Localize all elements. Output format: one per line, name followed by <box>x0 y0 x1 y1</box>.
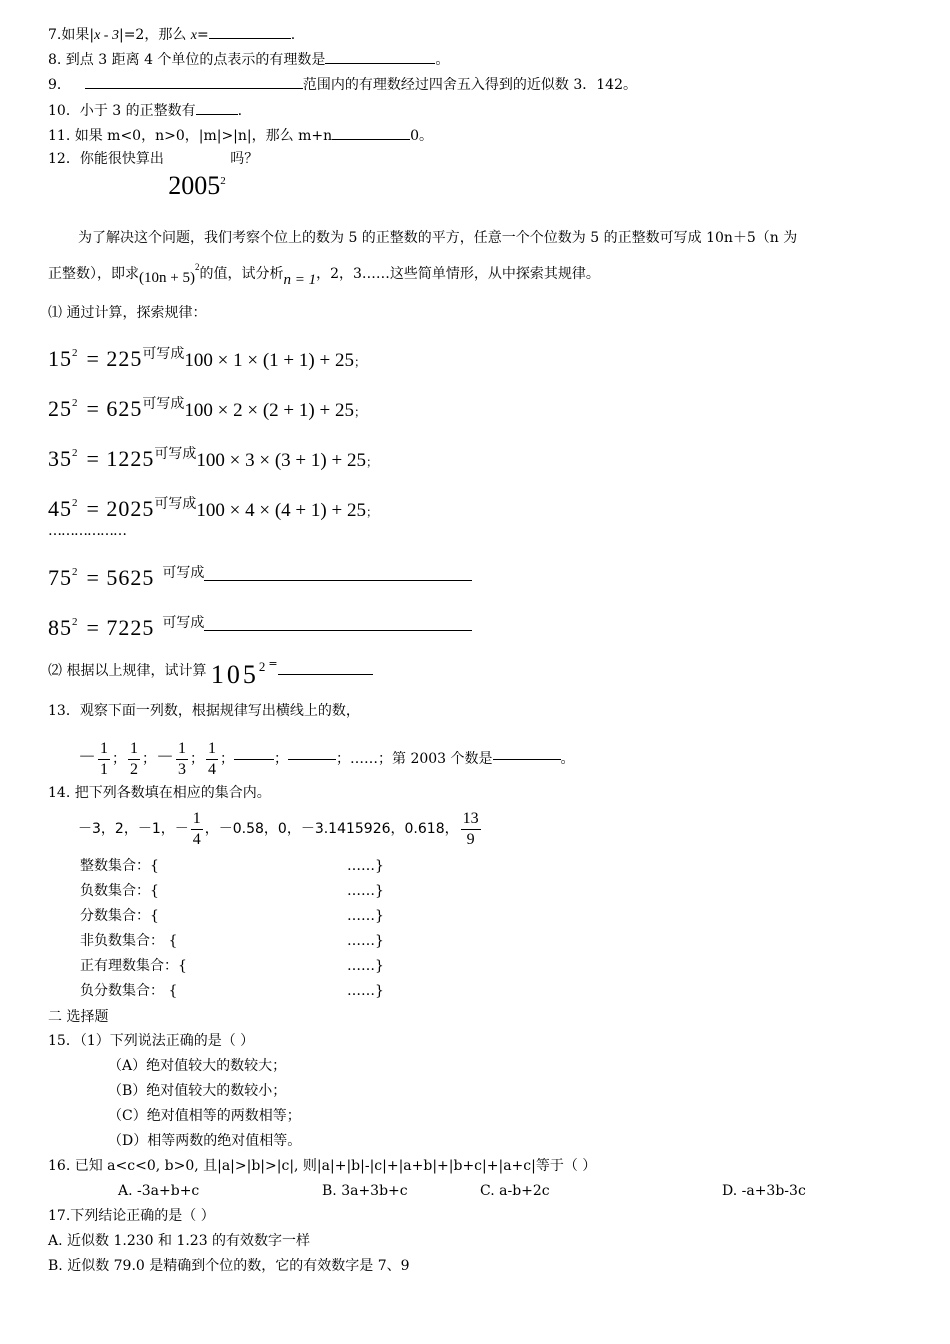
question-16: 16. 已知 a<c<0, b>0, 且|a|>|b|>|c|, 则|a|+|b|-|c|+|a+b|+|b+c|+|a+c|等于（ ） <box>48 1158 597 1174</box>
set-label: 非负数集合： { <box>80 933 178 949</box>
q13-sequence: － $\frac{1}{1}$ ； $\frac{1}{2}$ ；－ $\frac{1}{3}$ ； $\frac{1}{4}$ ； ； ；……；第 2003 个数是 。 <box>78 739 575 778</box>
square-equation: $45^2 = 2025$ <box>48 496 155 521</box>
set-end: ……} <box>347 983 384 999</box>
expansion-expression: 100 × 2 × (2 + 1) + 25 <box>184 400 354 421</box>
q14-numbers: －3，2，－1，－ $\frac{1}{4}$ ，－0.58，0，－3.1415926，0.618， $\frac{13}{9}$ <box>78 809 479 848</box>
q12-part2: ⑵ 根据以上规律，试计算 $105^{2=}$ <box>48 650 373 690</box>
option[interactable]: （A）绝对值较大的数较大； <box>108 1058 287 1074</box>
question-9: 9． 范围内的有理数经过四舍五入得到的近似数 3．142。 <box>48 74 637 94</box>
fraction: $\frac{1}{2}$ <box>130 739 138 778</box>
question-11: 11. 如果 m<0，n>0，|m|>|n|，那么 m+n 0。 <box>48 125 433 145</box>
q12-row-blank: $75^2 = 5625$ 可写成 <box>48 552 472 592</box>
fraction: $\frac{13}{9}$ <box>462 809 479 848</box>
fraction: $\frac{1}{3}$ <box>178 739 186 778</box>
fraction: $\frac{1}{4}$ <box>192 809 201 848</box>
answer-blank[interactable] <box>278 658 373 675</box>
square-equation: $85^2 = 7225$ <box>48 615 155 640</box>
set-label: 负数集合：{ <box>80 883 159 899</box>
q12-row: $35^2 = 1225$可写成100 × 3 × (3 + 1) + 25； <box>48 446 378 471</box>
square-equation: $25^2 = 625$ <box>48 396 143 421</box>
section-2-title: 二 选择题 <box>48 1009 109 1025</box>
option[interactable]: （D）相等两数的绝对值相等。 <box>108 1133 302 1149</box>
answer-blank[interactable] <box>234 758 274 760</box>
answer-blank[interactable] <box>288 758 336 760</box>
set-label: 整数集合：{ <box>80 858 159 874</box>
q12-row: $45^2 = 2025$可写成100 × 4 × (4 + 1) + 25； <box>48 496 378 521</box>
answer-blank[interactable] <box>325 49 435 64</box>
option[interactable]: D. -a+3b-3c <box>722 1183 806 1199</box>
set-end: ……} <box>347 858 384 874</box>
option[interactable]: B. 近似数 79.0 是精确到个位的数，它的有效数字是 7、9 <box>48 1258 410 1274</box>
fraction: $\frac{1}{4}$ <box>208 739 216 778</box>
q12-part1-title: ⑴ 通过计算，探索规律： <box>48 305 207 321</box>
expansion-expression: 100 × 4 × (4 + 1) + 25 <box>196 500 366 521</box>
q12-intro-line2: 正整数），即求$(10n + 5)^2$的值，试分析n = 1，2，3……这些简单情形，从中探索其规律。 <box>48 262 600 288</box>
answer-blank[interactable] <box>332 125 410 140</box>
set-end: ……} <box>347 933 384 949</box>
set-end: ……} <box>347 908 384 924</box>
question-8: 8. 到点 3 距离 4 个单位的点表示的有理数是 。 <box>48 49 449 69</box>
answer-blank[interactable] <box>209 24 291 39</box>
fraction: $\frac{1}{1}$ <box>100 739 108 778</box>
option[interactable]: （B）绝对值较大的数较小； <box>108 1083 287 1099</box>
question-17: 17.下列结论正确的是（ ） <box>48 1208 215 1224</box>
set-label: 正有理数集合：{ <box>80 958 187 974</box>
question-14: 14. 把下列各数填在相应的集合内。 <box>48 785 271 801</box>
option[interactable]: B. 3a+3b+c <box>322 1183 408 1199</box>
answer-blank[interactable] <box>204 579 472 581</box>
square-equation: $15^2 = 225$ <box>48 346 143 371</box>
expansion-expression: 100 × 1 × (1 + 1) + 25 <box>184 350 354 371</box>
set-label: 负分数集合： { <box>80 983 178 999</box>
math-105-squared: $105^2$ <box>210 659 269 689</box>
question-7: 7.如果|x - 3|=2，那么 x= . <box>48 24 295 45</box>
set-end: ……} <box>347 883 384 899</box>
set-end: ……} <box>347 958 384 974</box>
square-equation: $35^2 = 1225$ <box>48 446 155 471</box>
question-10: 10．小于 3 的正整数有 . <box>48 100 242 120</box>
option[interactable]: （C）绝对值相等的两数相等； <box>108 1108 301 1124</box>
q12-row-blank: $85^2 = 7225$ 可写成 <box>48 602 472 642</box>
question-15: 15．（1）下列说法正确的是（ ） <box>48 1033 255 1049</box>
question-12: 12．你能很快算出 2005$^2$ 吗？ <box>48 151 259 200</box>
option[interactable]: A. 近似数 1.230 和 1.23 的有效数字一样 <box>48 1233 311 1249</box>
question-13: 13．观察下面一列数，根据规律写出横线上的数， <box>48 703 360 719</box>
answer-blank[interactable] <box>493 758 561 760</box>
ellipsis: ……………… <box>48 523 126 539</box>
answer-blank[interactable] <box>196 100 238 115</box>
answer-blank[interactable] <box>204 629 472 631</box>
square-equation: $75^2 = 5625$ <box>48 565 155 590</box>
q12-row: $15^2 = 225$可写成100 × 1 × (1 + 1) + 25； <box>48 346 366 371</box>
q12-intro-line1: 为了解决这个问题，我们考察个位上的数为 5 的正整数的平方，任意一个个位数为 5 的正整数可写成 10n＋5（n 为 <box>78 230 798 246</box>
q12-row: $25^2 = 625$可写成100 × 2 × (2 + 1) + 25； <box>48 396 366 421</box>
expansion-expression: 100 × 3 × (3 + 1) + 25 <box>196 450 366 471</box>
option[interactable]: A. -3a+b+c <box>118 1183 200 1199</box>
answer-blank[interactable] <box>85 74 303 89</box>
set-label: 分数集合：{ <box>80 908 159 924</box>
option[interactable]: C. a-b+2c <box>480 1183 550 1199</box>
math-2005-squared: 2005$^2$ <box>168 171 226 200</box>
